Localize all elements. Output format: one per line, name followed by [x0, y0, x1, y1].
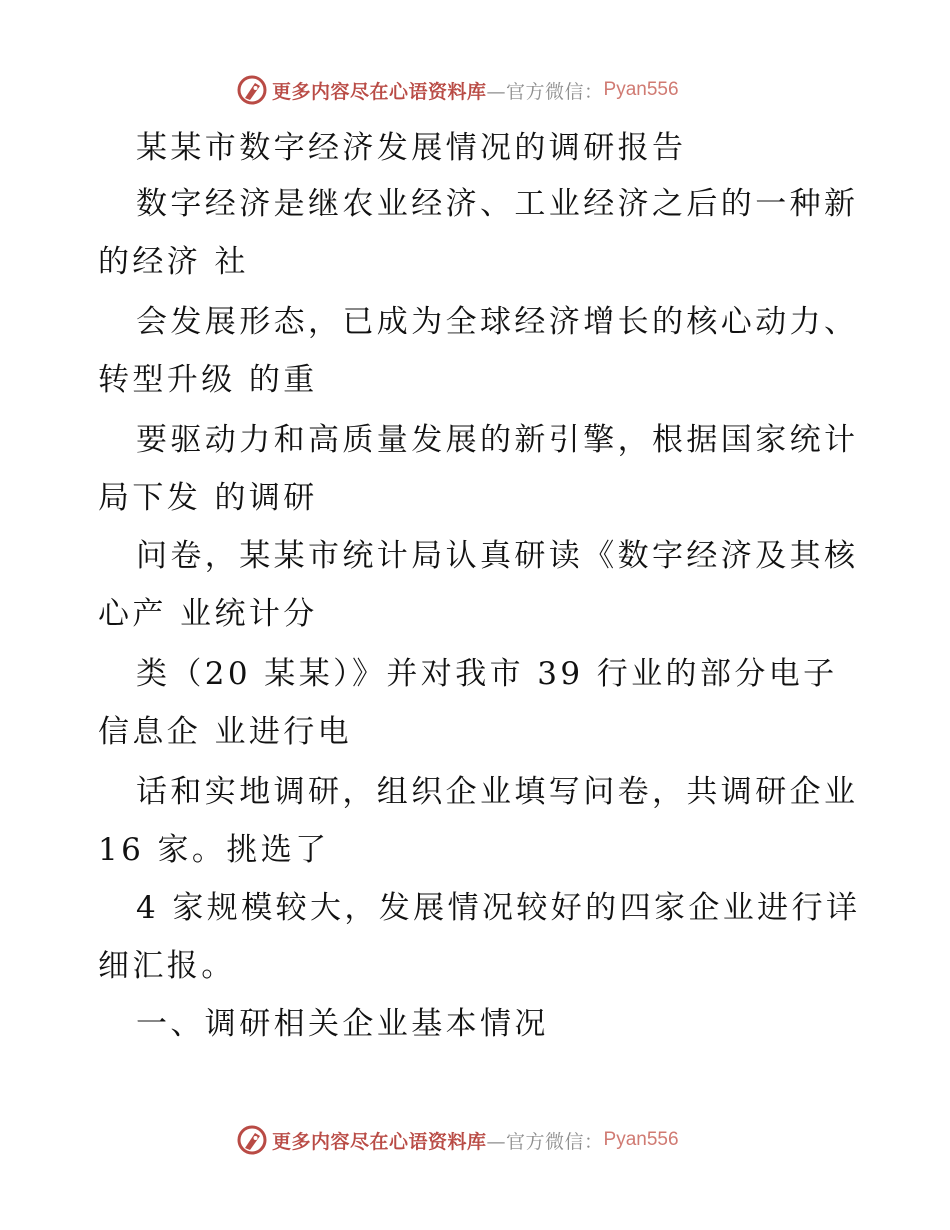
- pen-nib-circle-icon: [236, 1124, 268, 1156]
- document-title: 某某市数字经济发展情况的调研报告: [136, 130, 687, 166]
- paragraph-line: 的经济 社: [98, 244, 249, 280]
- paragraph-line: 要驱动力和高质量发展的新引擎，根据国家统计: [136, 422, 859, 458]
- paragraph-line: 16 家。挑选了: [98, 832, 330, 868]
- paragraph-line: 4 家规模较大，发展情况较好的四家企业进行详: [136, 890, 861, 926]
- watermark-id: Pyan556: [603, 79, 679, 100]
- watermark-middle: —官方微信：: [486, 80, 604, 103]
- paragraph-line: 信息企 业进行电: [98, 714, 353, 750]
- watermark-prefix: 更多内容尽在心语资料库: [272, 1130, 487, 1153]
- watermark-middle: —官方微信：: [486, 1130, 604, 1153]
- watermark-header: [236, 72, 679, 108]
- paragraph-line: 数字经济是继农业经济、工业经济之后的一种新: [136, 186, 859, 222]
- watermark-id: Pyan556: [603, 1129, 679, 1150]
- paragraph-line: 心产 业统计分: [98, 596, 318, 632]
- watermark-footer: [236, 1122, 679, 1158]
- watermark-prefix: 更多内容尽在心语资料库: [272, 80, 487, 103]
- paragraph-line: 问卷，某某市统计局认真研读《数字经济及其核: [136, 538, 859, 574]
- paragraph-line: 细汇报。: [98, 948, 236, 984]
- section-heading: 一、调研相关企业基本情况: [136, 1006, 549, 1042]
- paragraph-line: 会发展形态，已成为全球经济增长的核心动力、: [136, 304, 859, 340]
- paragraph-line: 局下发 的调研: [98, 480, 318, 516]
- paragraph-line: 转型升级 的重: [98, 362, 318, 398]
- pen-nib-circle-icon: [236, 74, 268, 106]
- paragraph-line: 类（20 某某）》并对我市 39 行业的部分电子: [136, 656, 838, 692]
- paragraph-line: 话和实地调研，组织企业填写问卷，共调研企业: [136, 774, 859, 810]
